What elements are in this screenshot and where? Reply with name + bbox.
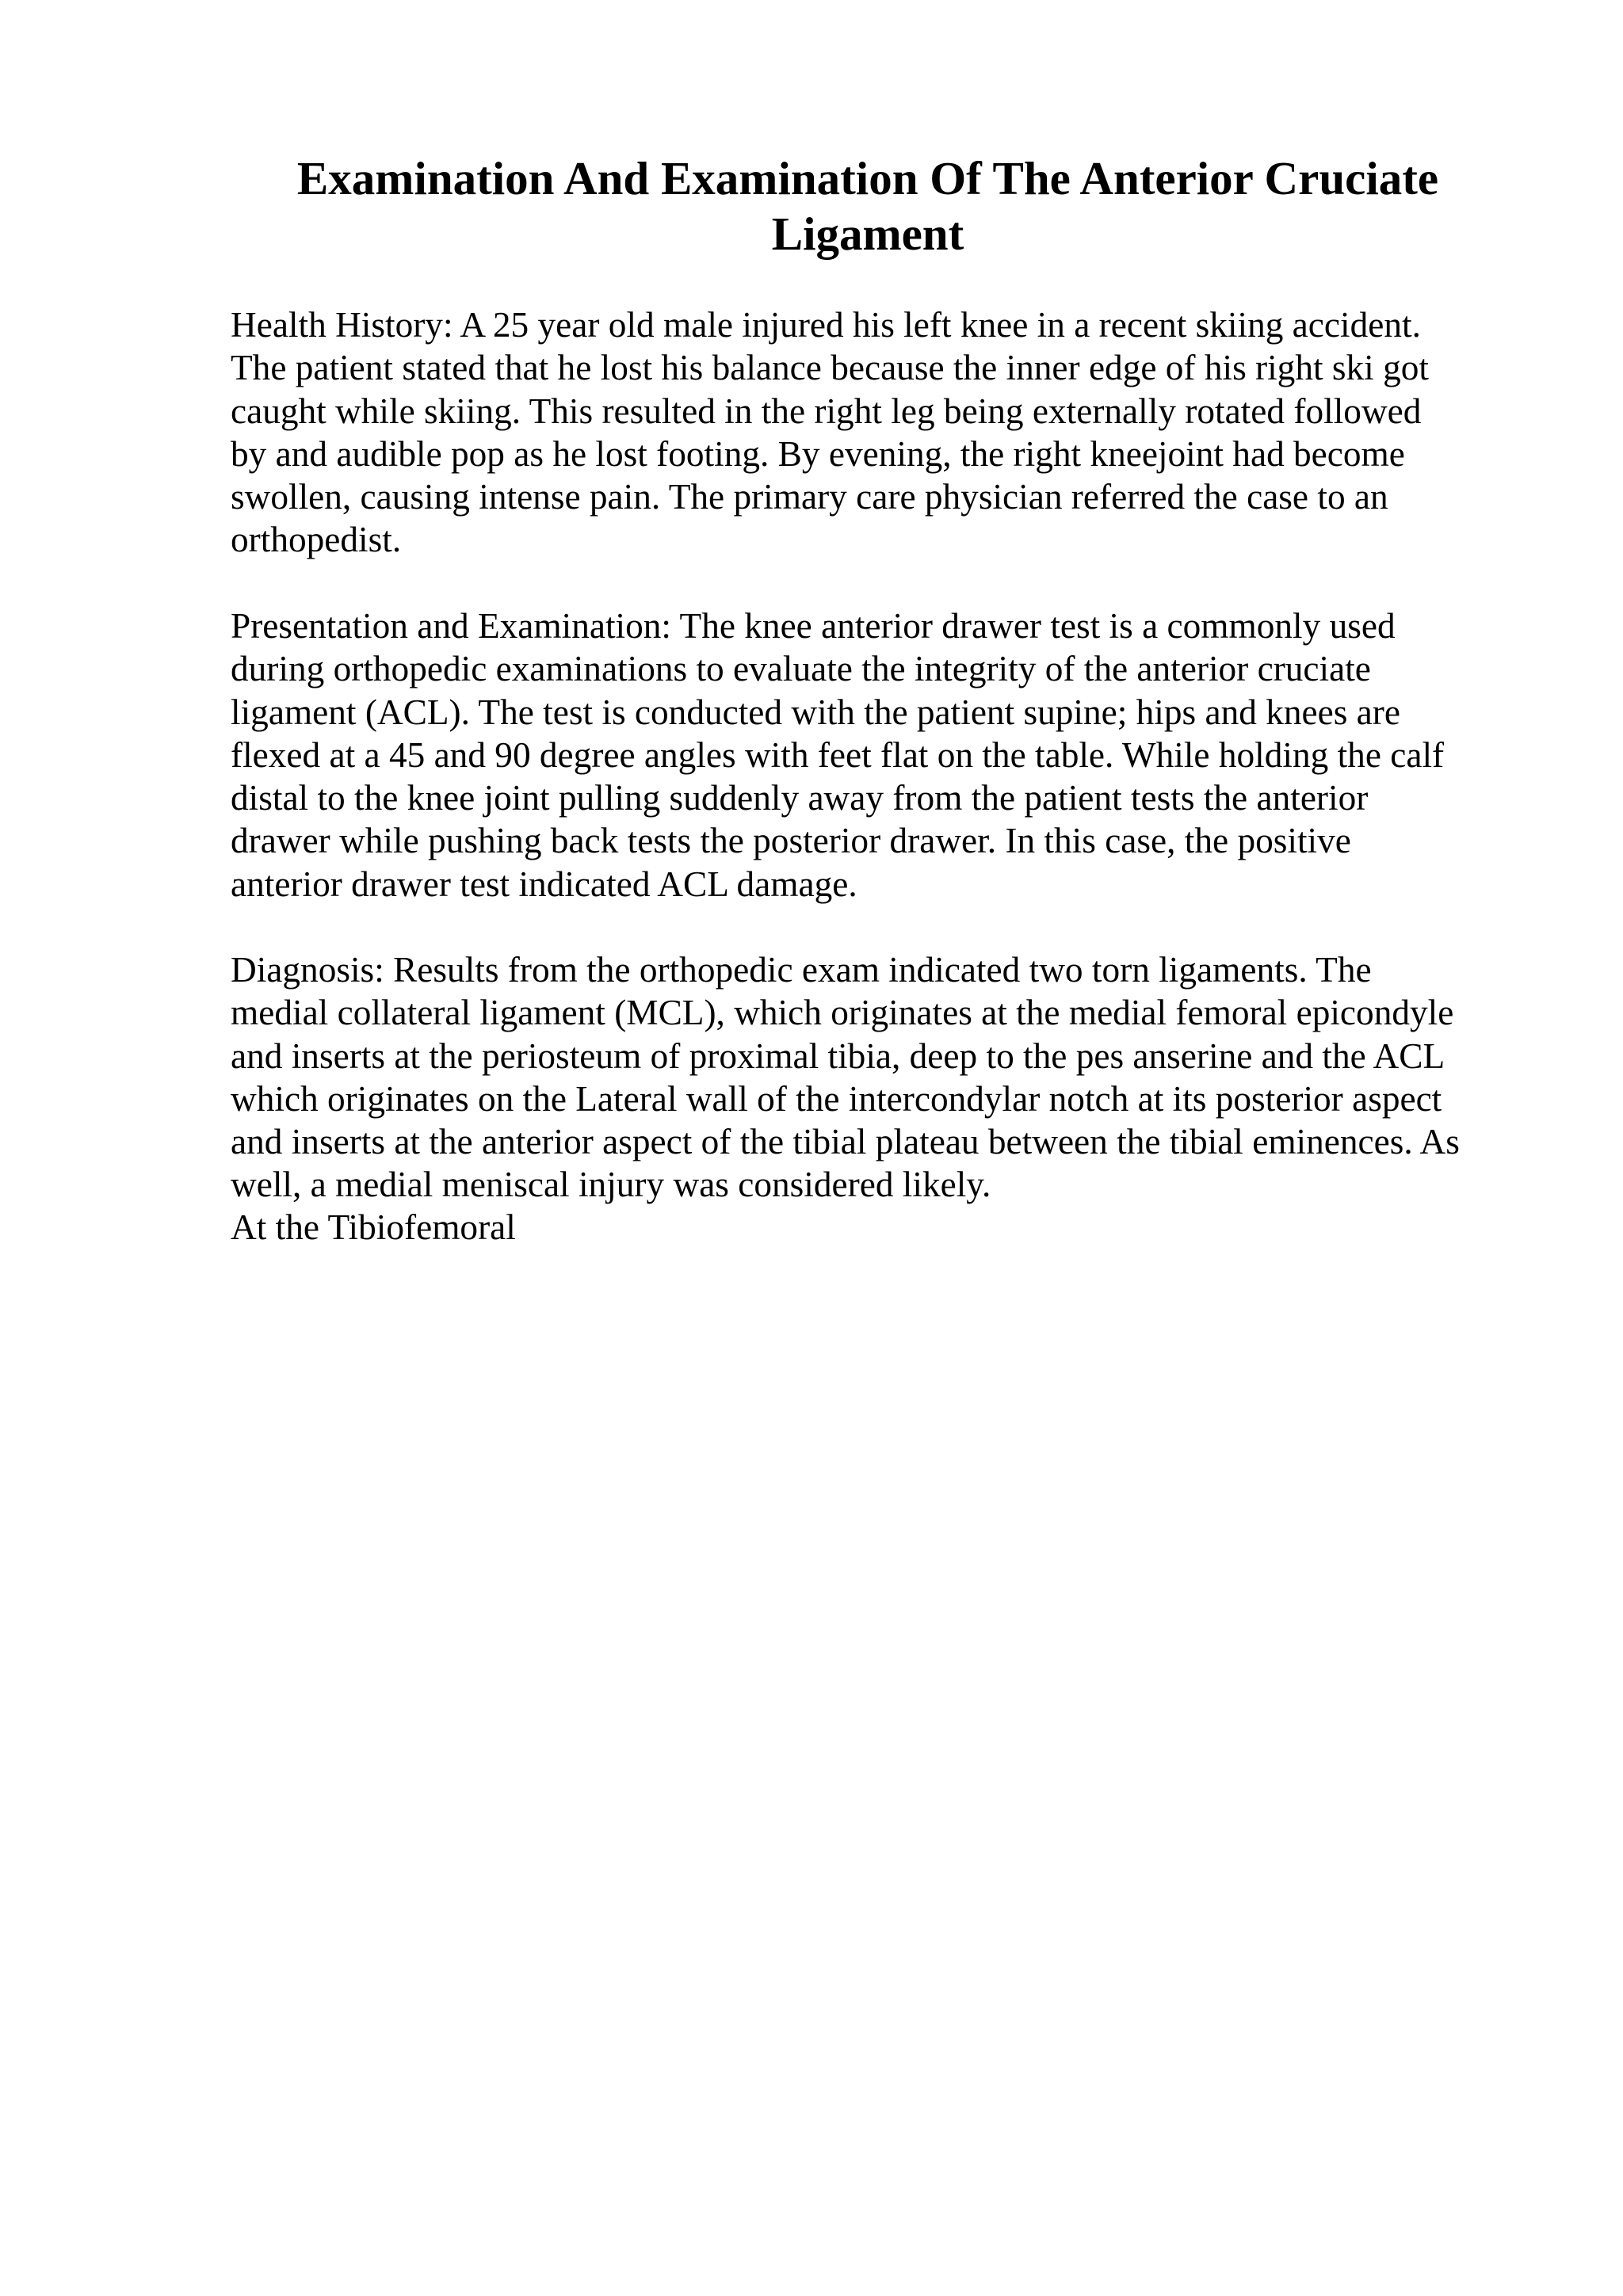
paragraph-health-history: Health History: A 25 year old male injured his left knee in a recent skiing accident. The patient stated that he lost his balance because the inner edge of his right ski got caught while skiing. This resulted in the right leg being externally rotated followed by and audible pop as he lost footing. By evening, the right kneejoint had become swollen, causing intense pain. The primary care physician referred the case to an orthopedist.: [231, 305, 1429, 560]
paragraph-diagnosis: Diagnosis: Results from the orthopedic exam indicated two torn ligaments. The medial collateral ligament (MCL), which originates at the medial femoral epicondyle and inserts at the periosteum of proximal tibia, deep to the pes anserine and the ACL which originates on the Lateral wall of the intercondylar notch at its posterior aspect and inserts at the anterior aspect of the tibial plateau between the tibial eminences. As well, a medial meniscal injury was considered likely.: [231, 950, 1460, 1205]
paragraph-tibiofemoral: At the Tibiofemoral: [231, 1207, 516, 1247]
paragraph-presentation-examination: Presentation and Examination: The knee anterior drawer test is a commonly used during orthopedic examinations to evaluate the integrity of the anterior cruciate ligament (ACL). The test is conducted with the patient supine; hips and knees are flexed at a 45 and 90 degree angles with feet flat on the table. While holding the calf distal to the knee joint pulling suddenly away from the patient tests the anterior drawer while pushing back tests the posterior drawer. In this case, the positive anterior drawer test indicated ACL damage.: [231, 606, 1445, 904]
document-title: Examination And Examination Of The Anterior Cruciate Ligament: [296, 152, 1439, 260]
